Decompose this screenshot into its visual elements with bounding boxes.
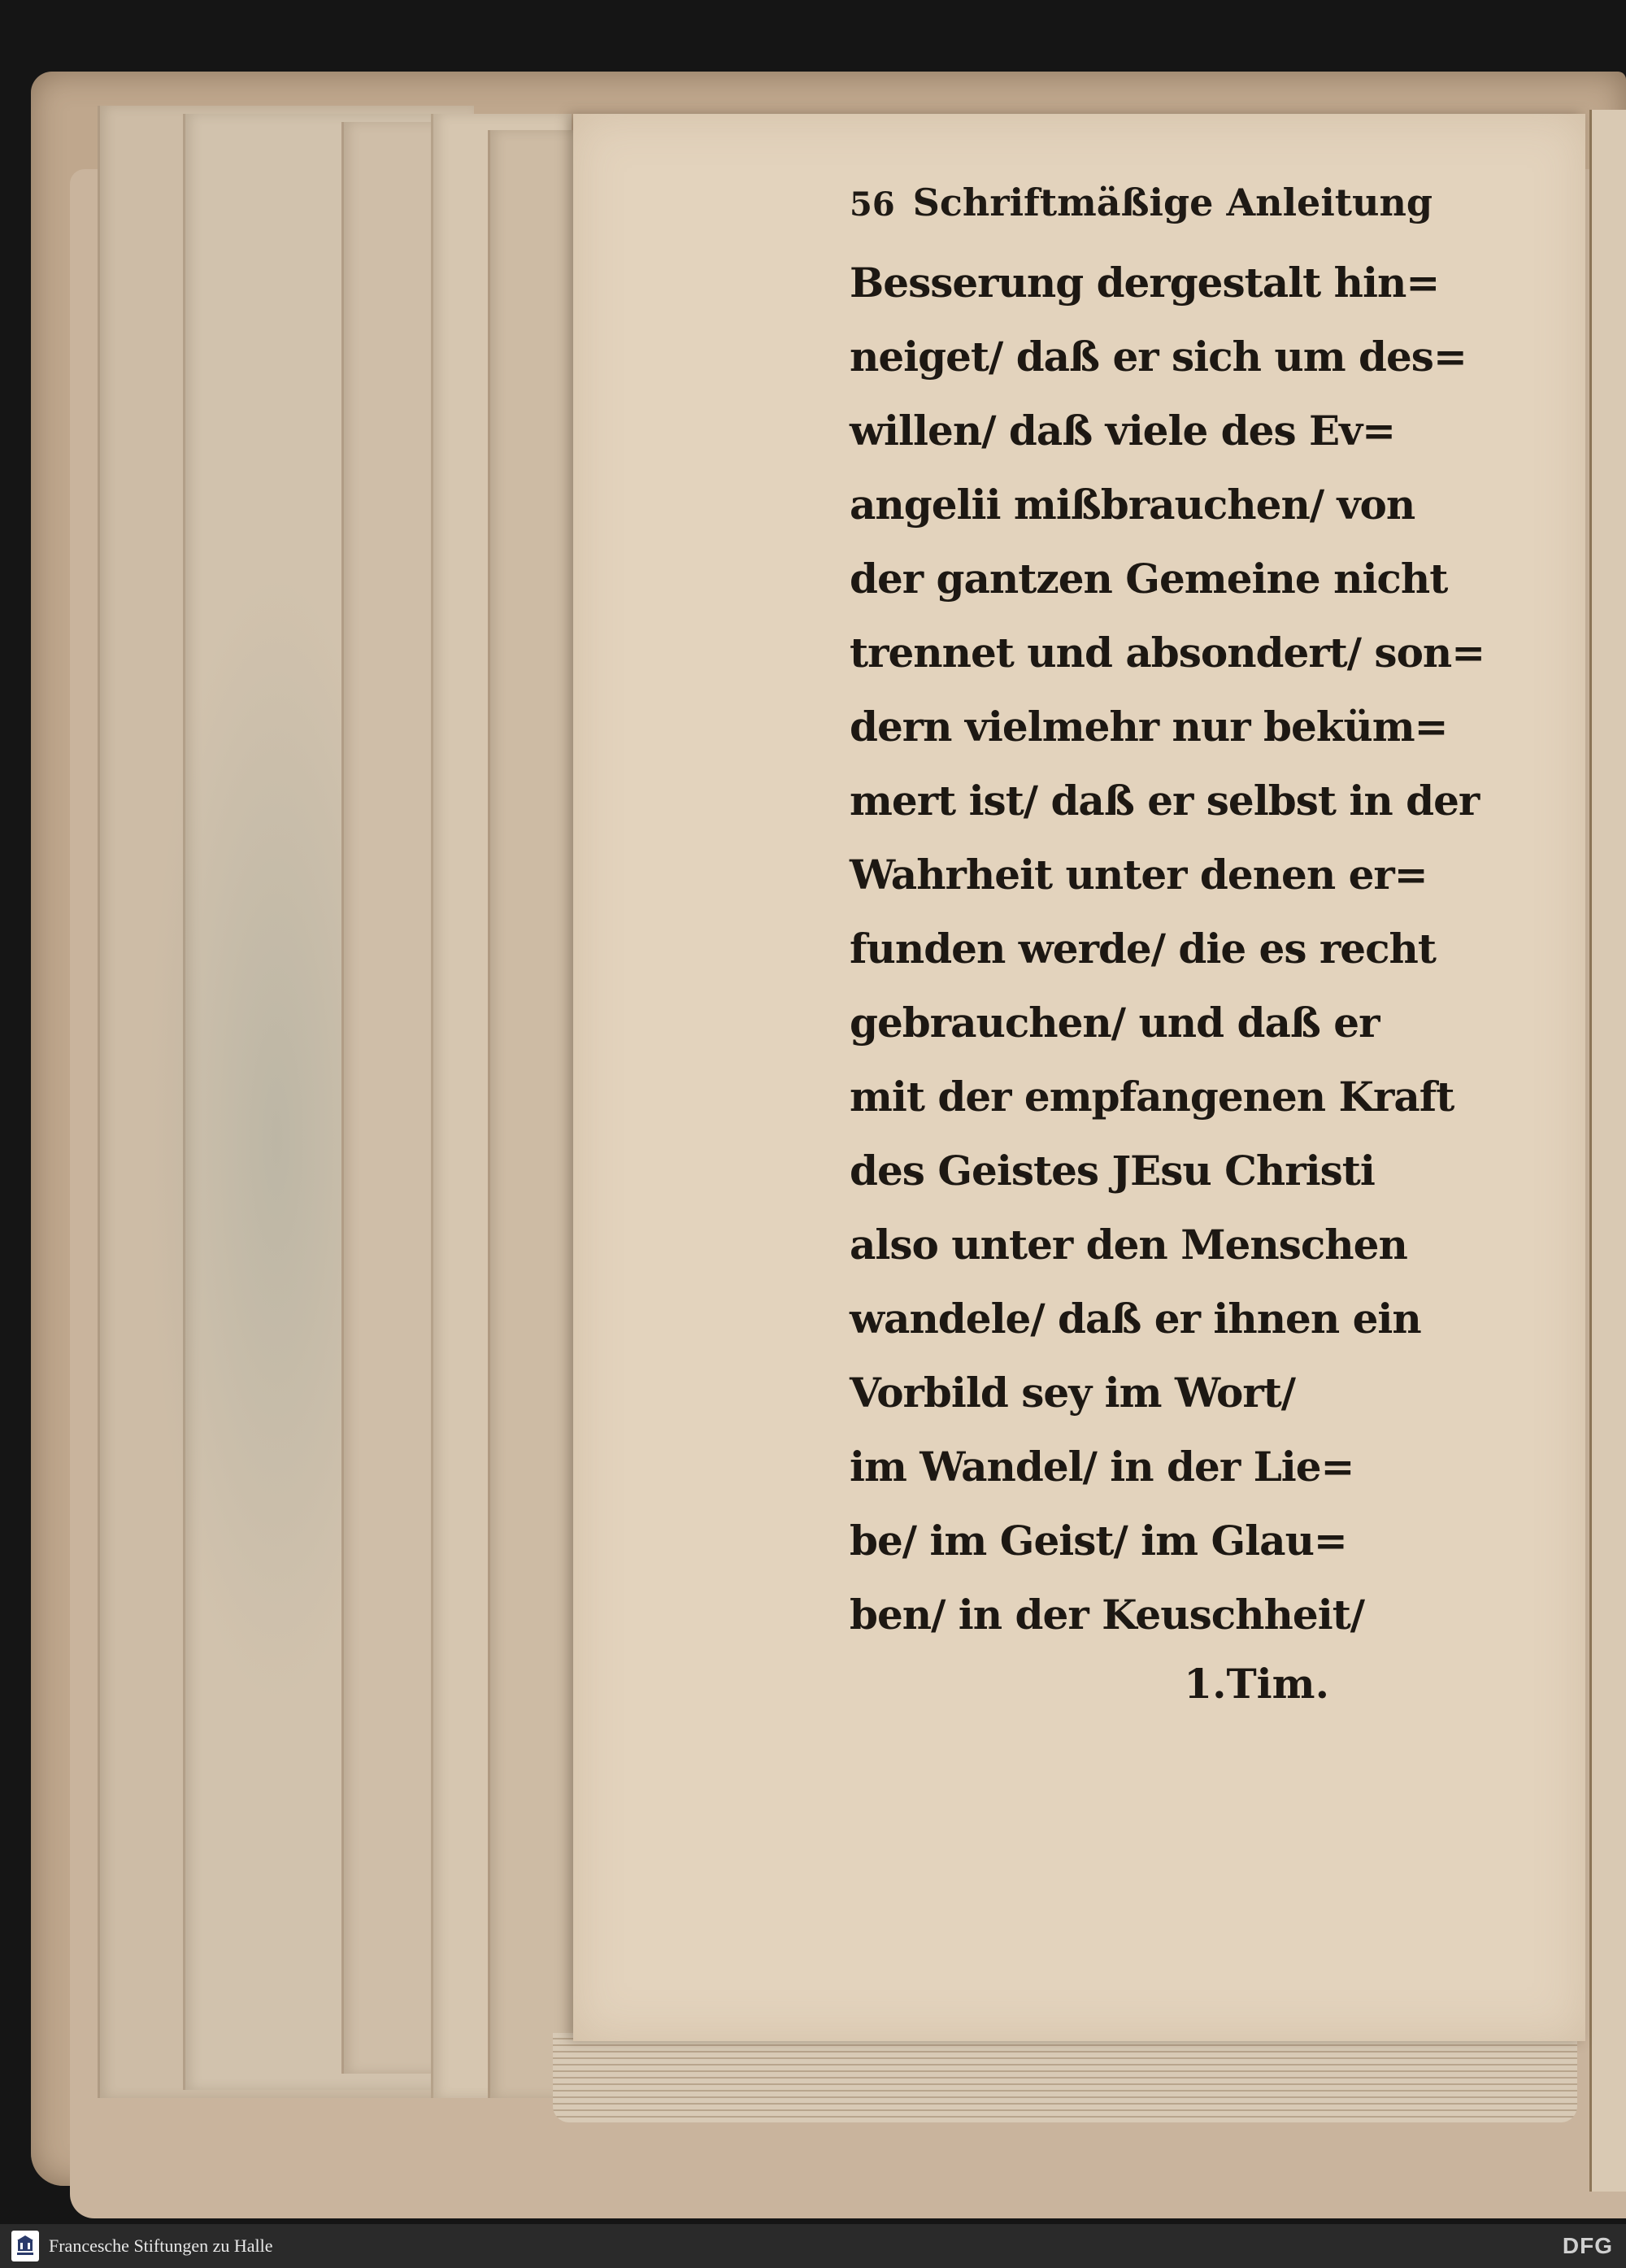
text-line: trennet und absondert/ son= [850, 629, 1485, 677]
text-line: angelii mißbrauchen/ von [850, 481, 1415, 529]
text-line: mert ist/ daß er selbst in der [850, 777, 1480, 825]
next-page-edge [1589, 110, 1626, 2192]
text-line: im Wandel/ in der Lie= [850, 1443, 1354, 1491]
text-line: Wahrheit unter denen er= [850, 851, 1428, 899]
text-line: Vorbild sey im Wort/ [850, 1369, 1296, 1417]
page-number: 56 [850, 185, 895, 224]
catchword: 1.Tim. [1184, 1660, 1329, 1708]
running-head-title: Schriftmäßige Anleitung [912, 181, 1433, 224]
text-line: gebrauchen/ und daß er [850, 999, 1380, 1047]
footer-bar [0, 2224, 1626, 2268]
text-line: willen/ daß viele des Ev= [850, 407, 1396, 455]
text-block [850, 181, 1485, 1717]
text-line: ben/ in der Keuschheit/ [850, 1591, 1365, 1639]
text-line: der gantzen Gemeine nicht [850, 555, 1448, 603]
text-line: des Geistes JEsu Christi [850, 1147, 1375, 1195]
page-edge-stack [553, 2033, 1577, 2122]
text-line: Besserung dergestalt hin= [850, 259, 1440, 307]
institution-name[interactable]: Francesche Stiftungen zu Halle [49, 2235, 273, 2256]
text-line: be/ im Geist/ im Glau= [850, 1517, 1347, 1565]
text-line: dern vielmehr nur beküm= [850, 703, 1448, 751]
dfg-logo[interactable]: DFG [1562, 2233, 1613, 2258]
text-line: mit der empfangenen Kraft [850, 1073, 1454, 1121]
running-head [850, 181, 1433, 246]
francke-foundations-logo-icon[interactable] [11, 2231, 39, 2261]
text-line: also unter den Menschen [850, 1221, 1407, 1269]
book-page [573, 114, 1585, 2041]
text-line: funden werde/ die es recht [850, 925, 1436, 973]
text-line: neiget/ daß er sich um des= [850, 333, 1467, 381]
text-line: wandele/ daß er ihnen ein [850, 1295, 1421, 1343]
